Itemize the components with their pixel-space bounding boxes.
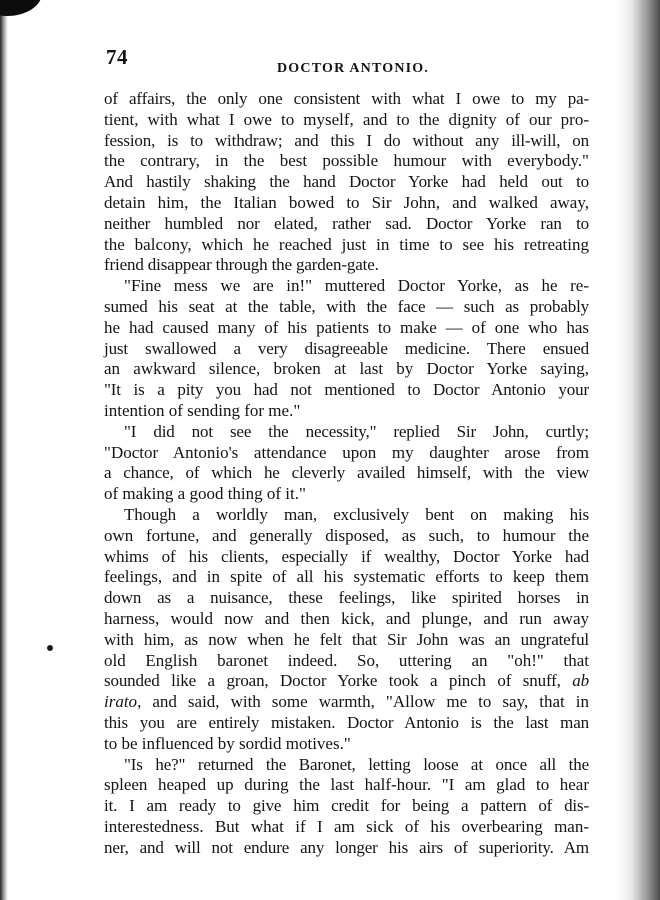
text-line: an awkward silence, broken at last by Doctor Yorke saying, xyxy=(104,359,589,379)
margin-mark xyxy=(47,645,53,651)
text-line: this you are entirely mistaken. Doctor Antonio is the last man xyxy=(104,712,589,732)
text-line: irato, and said, with some warmth, "Allow me to say, that in xyxy=(104,692,589,712)
text-line: a chance, of which he cleverly availed himself, with the view xyxy=(104,463,589,483)
text-line: "Is he?" returned the Baronet, letting loose at once all the xyxy=(124,754,589,774)
text-line: "I did not see the necessity," replied Sir John, curtly; xyxy=(124,421,589,441)
text-line: the balcony, which he reached just in time to see his retreating xyxy=(104,234,589,254)
text-line: own fortune, and generally disposed, as such, to humour the xyxy=(104,525,589,545)
text-line: neither humbled nor elated, rather sad. Doctor Yorke ran to xyxy=(104,213,589,233)
running-head: DOCTOR ANTONIO. xyxy=(277,61,430,76)
text-line: to be influenced by sordid motives." xyxy=(104,733,351,753)
text-line: fession, is to withdraw; and this I do without any ill-will, on xyxy=(104,130,589,150)
text-line: intention of sending for me." xyxy=(104,400,301,420)
text-line: with him, as now when he felt that Sir John was an ungrateful xyxy=(104,629,589,649)
text-line: friend disappear through the garden-gate. xyxy=(104,255,379,275)
text-line: Though a worldly man, exclusively bent on making his xyxy=(124,504,589,524)
text-line: whims of his clients, especially if wealthy, Doctor Yorke had xyxy=(104,546,589,566)
text-line: "Doctor Antonio's attendance upon my daughter arose from xyxy=(104,442,589,462)
text-line: interestedness. But what if I am sick of his overbearing man- xyxy=(104,816,589,836)
page-number: 74 xyxy=(106,45,128,69)
text-line: ner, and will not endure any longer his airs of superiority. Am xyxy=(104,837,589,857)
text-line: sounded like a groan, Doctor Yorke took a pinch of snuff, ab xyxy=(104,671,589,691)
body-text xyxy=(104,89,589,858)
scan-corner-shadow xyxy=(0,0,42,16)
text-line: it. I am ready to give him credit for being a pattern of dis- xyxy=(104,796,589,816)
text-line: the contrary, in the best possible humour with everybody." xyxy=(104,151,589,171)
text-line: just swallowed a very disagreeable medicine. There ensued xyxy=(104,338,589,358)
scan-shadow-left xyxy=(0,0,8,900)
text-line: feelings, and in spite of all his systematic efforts to keep them xyxy=(104,567,589,587)
text-line: And hastily shaking the hand Doctor Yorke had held out to xyxy=(104,172,589,192)
text-line: harness, would now and then kick, and plunge, and run away xyxy=(104,608,589,628)
text-line: "It is a pity you had not mentioned to Doctor Antonio your xyxy=(104,380,589,400)
text-line: detain him, the Italian bowed to Sir John, and walked away, xyxy=(104,192,589,212)
text-line: tient, with what I owe to myself, and to the dignity of our pro- xyxy=(104,109,589,129)
text-line: "Fine mess we are in!" muttered Doctor Yorke, as he re- xyxy=(124,276,589,296)
text-line: of affairs, the only one consistent with what I owe to my pa- xyxy=(104,89,589,108)
text-line: down as a nuisance, these feelings, like spirited horses in xyxy=(104,588,589,608)
text-line: old English baronet indeed. So, uttering an "oh!" that xyxy=(104,650,589,670)
scan-shadow-right xyxy=(616,0,660,900)
text-line: he had caused many of his patients to make — of one who has xyxy=(104,317,589,337)
text-line: sumed his seat at the table, with the face — such as probably xyxy=(104,296,589,316)
text-line: spleen heaped up during the last half-hour. "I am glad to hear xyxy=(104,775,589,795)
text-line: of making a good thing of it." xyxy=(104,484,306,504)
